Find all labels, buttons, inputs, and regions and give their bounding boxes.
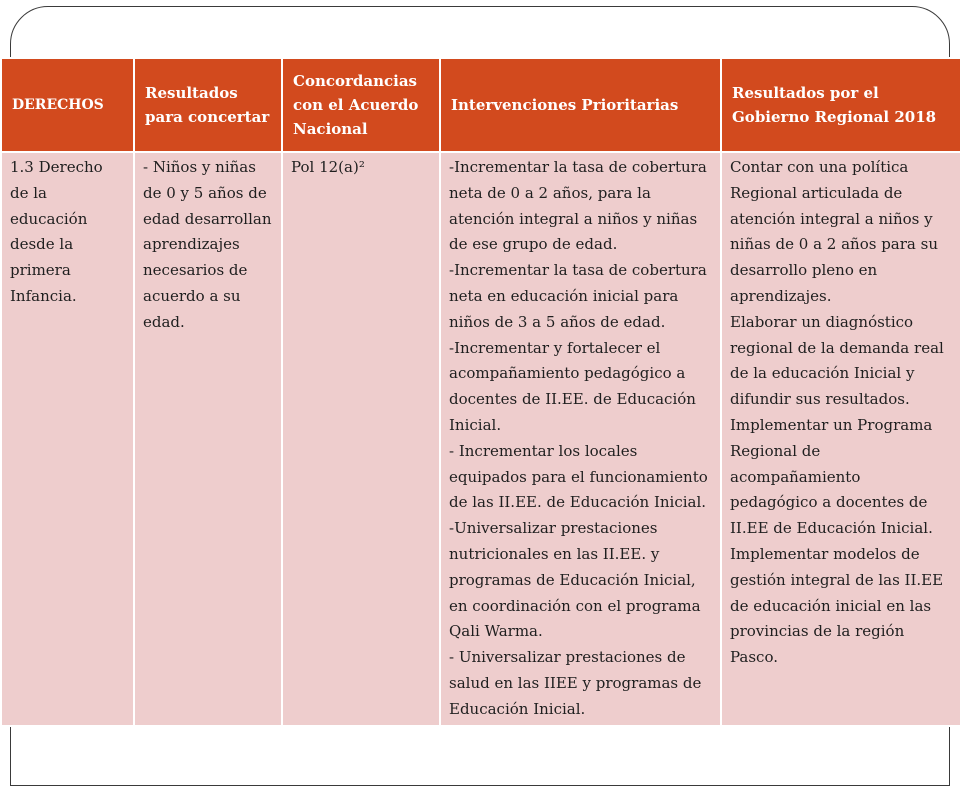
cell-resultados-concertar: - Niños y niñas de 0 y 5 años de edad desarrollan aprendizajes necesarios de acuerdo a su edad. bbox=[134, 152, 282, 726]
header-resultados-concertar: Resultados para concertar bbox=[134, 58, 282, 152]
intervention-item: -Incrementar y fortalecer el acompañamiento pedagógico a docentes de II.EE. de Educación Inicial. bbox=[449, 338, 696, 434]
header-row bbox=[1, 58, 960, 152]
result-item: Elaborar un diagnóstico regional de la demanda real de la educación Inicial y difundir sus resultados. bbox=[730, 312, 944, 409]
rights-matrix-table bbox=[0, 57, 960, 727]
cell-concordancias: Pol 12(a)² bbox=[282, 152, 440, 726]
intervention-item: -Incrementar la tasa de cobertura neta de 0 a 2 años, para la atención integral a niños y niñas de ese grupo de edad. bbox=[449, 158, 707, 254]
intervention-item: -Universalizar prestaciones nutricionales en las II.EE. y programas de Educación Inicial, en coordinación con el programa Qali Warma. bbox=[449, 519, 701, 641]
header-concordancias: Concordancias con el Acuerdo Nacional bbox=[282, 58, 440, 152]
intervention-item: -Incrementar la tasa de cobertura neta en educación inicial para niños de 3 a 5 años de edad. bbox=[449, 261, 707, 331]
cell-resultados-gobierno bbox=[721, 152, 960, 726]
intervention-item: - Universalizar prestaciones de salud en las IIEE y programas de Educación Inicial. bbox=[449, 648, 702, 718]
header-derechos: DERECHOS bbox=[1, 58, 134, 152]
table-row bbox=[1, 152, 960, 726]
header-resultados-gobierno: Resultados por el Gobierno Regional 2018 bbox=[721, 58, 960, 152]
result-item: Implementar un Programa Regional de acompañamiento pedagógico a docentes de II.EE de Educación Inicial. bbox=[730, 415, 933, 538]
header-intervenciones: Intervenciones Prioritarias bbox=[440, 58, 721, 152]
result-item: Contar con una política Regional articulada de atención integral a niños y niñas de 0 a 2 años para su desarrollo pleno en aprendizajes. bbox=[730, 158, 938, 305]
result-item: Implementar modelos de gestión integral de las II.EE de educación inicial en las provincias de la región Pasco. bbox=[730, 544, 944, 667]
cell-intervenciones bbox=[440, 152, 721, 726]
cell-derechos: 1.3 Derecho de la educación desde la primera Infancia. bbox=[1, 152, 134, 726]
intervention-item: - Incrementar los locales equipados para el funcionamiento de las II.EE. de Educación Inicial. bbox=[449, 441, 708, 512]
